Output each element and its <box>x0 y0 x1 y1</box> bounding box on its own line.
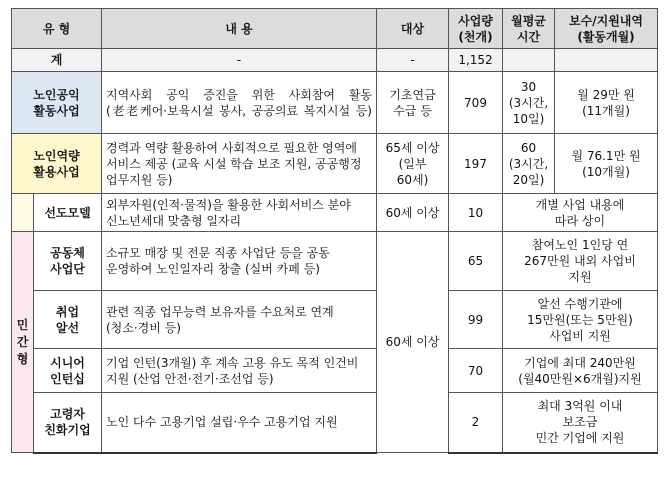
content-capacity: 경력과 역량 활용하여 사회적으로 필요한 영역에 서비스 제공 (교육 시설 학습 보조 지원, 공공행정 업무지원 등) <box>102 134 377 194</box>
pioneer-indent <box>12 194 34 232</box>
type-capacity: 노인역량 활용사업 <box>12 134 102 194</box>
content-community: 소규모 매장 및 전문 직종 사업단 등을 공동 운영하여 노인일자리 창출 (실버 카페 등) <box>102 232 377 291</box>
target-private: 60세 이상 <box>377 232 449 453</box>
total-target: - <box>377 49 449 72</box>
type-public: 노인공익 활동사업 <box>12 72 102 134</box>
row-friendly <box>12 393 658 453</box>
row-pioneer <box>12 194 658 232</box>
row-public <box>12 72 658 134</box>
pay-pioneer: 개별 사업 내용에 따라 상이 <box>503 194 658 232</box>
header-amount: 사업량 (천개) <box>449 9 503 49</box>
type-intern: 시니어 인턴십 <box>34 349 102 393</box>
amount-public: 709 <box>449 72 503 134</box>
pay-intern: 기업에 최대 240만원 (월40만원×6개월)지원 <box>503 349 658 393</box>
private-type-label: 민 간 형 <box>12 232 34 453</box>
row-community <box>12 232 658 291</box>
target-capacity: 65세 이상 (일부 60세) <box>377 134 449 194</box>
amount-community: 65 <box>449 232 503 291</box>
content-public: 지역사회 공익 증진을 위한 사회참여 활동 (老老케어·보육시설 봉사, 공공의료 복지시설 등) <box>102 72 377 134</box>
type-pioneer: 선도모델 <box>34 194 102 232</box>
amount-capacity: 197 <box>449 134 503 194</box>
hours-public: 30 (3시간, 10일) <box>503 72 555 134</box>
pay-public: 월 29만 원 (11개월) <box>555 72 658 134</box>
row-capacity <box>12 134 658 194</box>
row-intern <box>12 349 658 393</box>
type-community: 공동체 사업단 <box>34 232 102 291</box>
pay-placement: 알선 수행기관에 15만원(또는 5만원) 사업비 지원 <box>503 291 658 349</box>
header-hours: 월평균 시간 <box>503 9 555 49</box>
pay-friendly: 최대 3억원 이내 보조금 민간 기업에 지원 <box>503 393 658 453</box>
amount-friendly: 2 <box>449 393 503 453</box>
amount-pioneer: 10 <box>449 194 503 232</box>
content-pioneer: 외부자원(인적·물적)을 활용한 사회서비스 분야 신노년세대 맞춤형 일자리 <box>102 194 377 232</box>
total-row <box>12 49 658 72</box>
content-placement: 관련 직종 업무능력 보유자를 수요처로 연계 (청소·경비 등) <box>102 291 377 349</box>
total-hours <box>503 49 555 72</box>
type-friendly: 고령자 친화기업 <box>34 393 102 453</box>
amount-intern: 70 <box>449 349 503 393</box>
header-pay: 보수/지원내역 (활동개월) <box>555 9 658 49</box>
total-label: 계 <box>12 49 102 72</box>
target-public: 기초연금 수급 등 <box>377 72 449 134</box>
header-row <box>12 9 658 49</box>
job-program-table <box>11 8 658 454</box>
type-placement: 취업 알선 <box>34 291 102 349</box>
header-target: 대상 <box>377 9 449 49</box>
hours-capacity: 60 (3시간, 20일) <box>503 134 555 194</box>
content-friendly: 노인 다수 고용기업 설립·우수 고용기업 지원 <box>102 393 377 453</box>
amount-placement: 99 <box>449 291 503 349</box>
total-pay <box>555 49 658 72</box>
header-type: 유 형 <box>12 9 102 49</box>
row-placement <box>12 291 658 349</box>
header-content: 내 용 <box>102 9 377 49</box>
target-pioneer: 60세 이상 <box>377 194 449 232</box>
pay-community: 참여노인 1인당 연 267만원 내외 사업비 지원 <box>503 232 658 291</box>
total-amount: 1,152 <box>449 49 503 72</box>
total-content: - <box>102 49 377 72</box>
content-intern: 기업 인턴(3개월) 후 계속 고용 유도 목적 인건비 지원 (산업 안전·전기·조선업 등) <box>102 349 377 393</box>
pay-capacity: 월 76.1만 원 (10개월) <box>555 134 658 194</box>
